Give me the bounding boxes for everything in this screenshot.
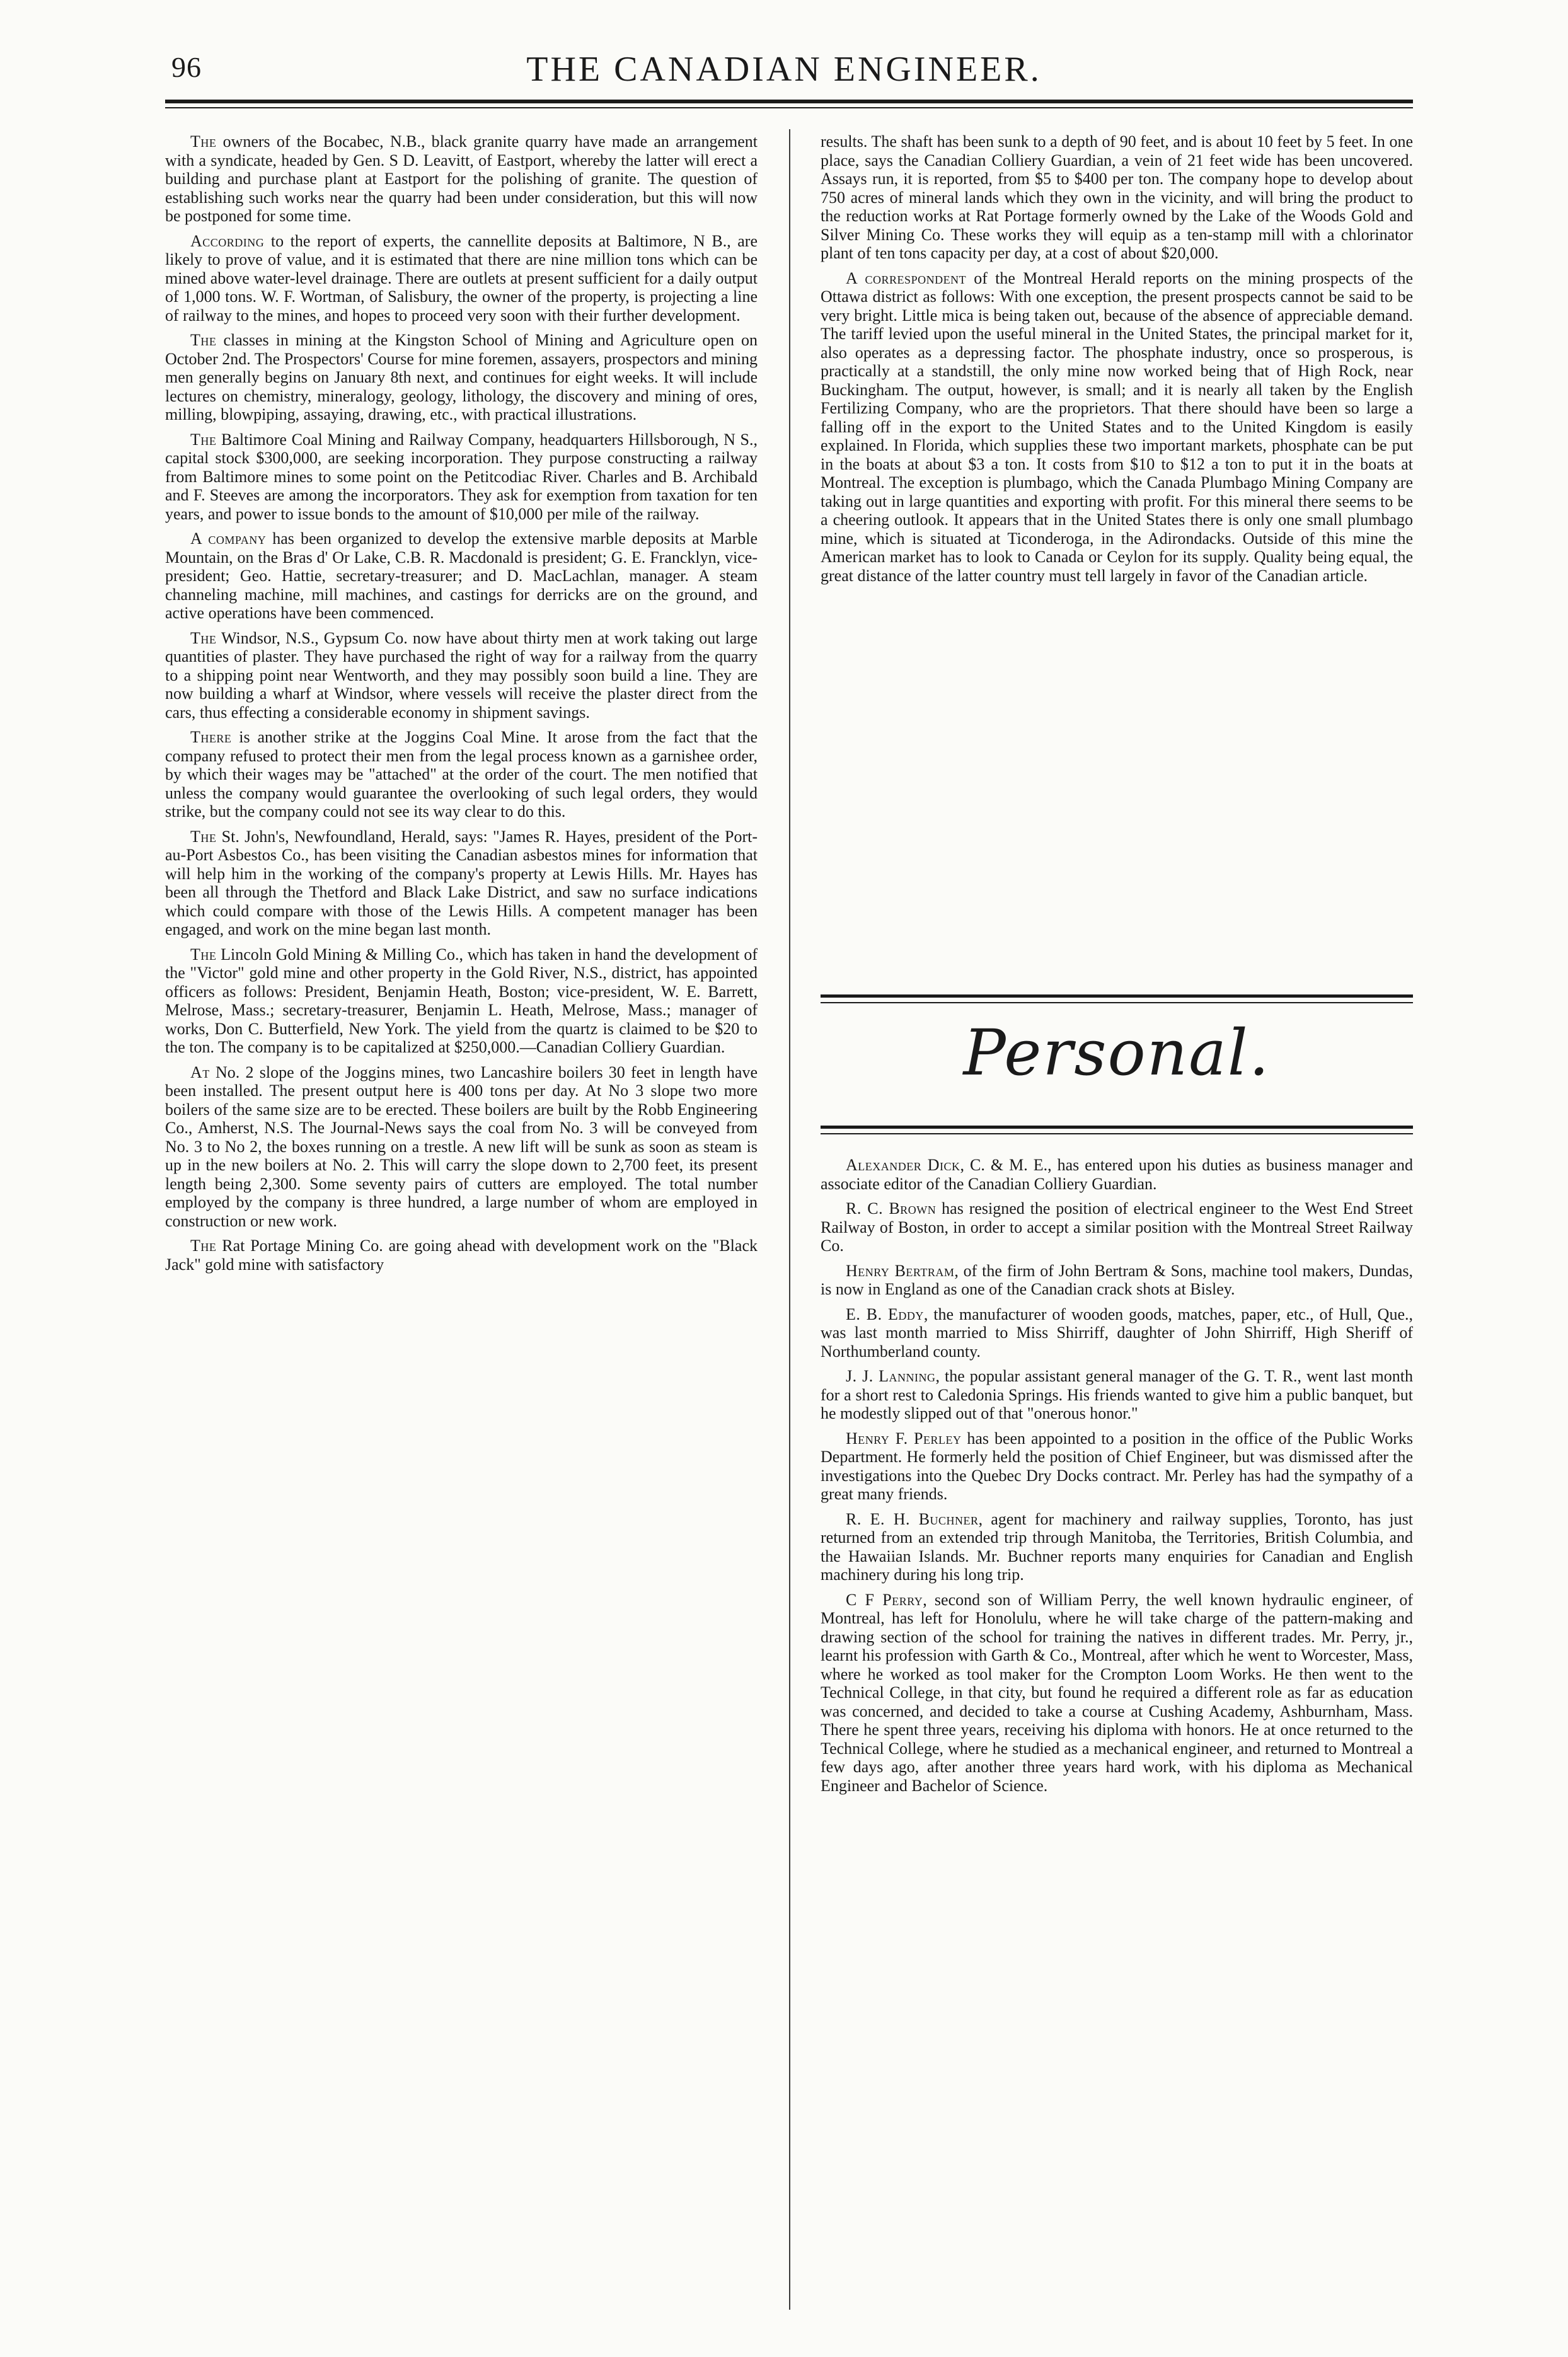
paragraph-text: Windsor, N.S., Gypsum Co. now have about thirty men at work taking out large quantities of plaster. They have purchased the right of way for a railway from the quarry to a shipping point near Wentworth, and they may possibly soon build a line. They are now building a wharf at Windsor, where vessels will receive the plaster direct from the cars, thus effecting a considerable economy in shipment savings. (165, 628, 758, 722)
person-name: J. J. Lanning (846, 1367, 936, 1385)
lead-word: The (190, 827, 217, 846)
paragraph (165, 132, 758, 226)
person-name: Alexander Dick (846, 1156, 960, 1174)
personal-entry (821, 1305, 1413, 1361)
paragraph-text: St. John's, Newfoundland, Herald, says: "James R. Hayes, president of the Port-au-Port Asbestos Co., has been visiting the Canadian asbestos mines for information that will help him in the working of the company's property at Lewis Hills. Mr. Hayes has been all through the Thetford and Black Lake District, and saw no surface indications which could compare with those of the Lewis Hills. A competent manager has been engaged, and work on the mine began last month. (165, 827, 758, 938)
person-name: C F Perry (846, 1590, 923, 1609)
person-name: R. E. H. Buchner (846, 1509, 979, 1528)
personal-entry (821, 1199, 1413, 1255)
paragraph-text: classes in mining at the Kingston School of Mining and Agriculture open on October 2nd. The Prospectors' Course for mine foremen, assayers, prospectors and mining men generally begins on January 8th next, and continues for eight weeks. It will include lectures on chemistry, mineralogy, geology, lithology, the discovery and mining of ores, milling, blowpiping, assaying, drawing, etc., with practical illustrations. (165, 331, 758, 424)
entry-text: , of the firm of John Bertram & Sons, machine tool makers, Dundas, is now in England as one of the Canadian crack shots at Bisley. (821, 1261, 1413, 1298)
lead-word: The (190, 132, 217, 151)
left-column (165, 132, 758, 1280)
paragraph-text: No. 2 slope of the Joggins mines, two Lancashire boilers 30 feet in length have been installed. The present output here is 400 tons per day. At No 3 slope two more boilers of the same size are to be erected. These boilers are built by the Robb Engineering Co., Amherst, N.S. The Journal-News says the coal from No. 3 will be conveyed from No. 3 to No 2, the boxes running on a trestle. A new lift will be sunk as soon as steam is up in the new boilers at No. 2. This will carry the slope down to 2,700 feet, its present length being 2,300. Some seventy pairs of cutters are employed. The total number employed by the company is three hundred, a large number of whom are employed in construction or new work. (165, 1063, 758, 1230)
lead-word: A company (190, 529, 267, 548)
paragraph (165, 629, 758, 722)
lead-word: The (190, 1236, 217, 1255)
paragraph-text: results. The shaft has been sunk to a depth of 90 feet, and is about 10 feet by 5 feet. In one place, says the Canadian Colliery Guardian, a vein of 21 feet wide has been uncovered. Assays run, it is reported, from $5 to $400 per ton. The company hope to develop about 750 acres of mineral lands which they own in the vicinity, and will bring the product to the reduction works at Rat Portage formerly owned by the Lake of the Woods Gold and Silver Mining Co. These works they will equip as a ten-stamp mill with a chlorinator plant of ten tons capacity per day, at a cost of about $20,000. (821, 132, 1413, 262)
paragraph-text: owners of the Bocabec, N.B., black granite quarry have made an arrangement with a syndicate, headed by Gen. S D. Leavitt, of Eastport, whereby the latter will erect a building and purchase plant at Eastport for the polishing of granite. The question of establishing such works near the quarry had been under consideration, but this will now be postponed for some time. (165, 132, 758, 225)
entry-text: , C. & M. E., has entered upon his duties as business manager and associate editor of the Canadian Colliery Guardian. (821, 1156, 1413, 1193)
section-rule-top-thick (821, 994, 1413, 998)
paragraph-text: Lincoln Gold Mining & Milling Co., which has taken in hand the development of the "Victor" gold mine and other property in the Gold River, N.S., district, has appointed officers as follows: President, Benjamin Heath, Boston; vice-president, W. E. Barrett, Melrose, Mass.; secretary-treasurer, Benjamin L. Heath, Melrose, Mass.; manager of works, Don C. Butterfield, New York. The yield from the quartz is claimed to be $20 to the ton. The company is to be capitalized at $250,000.—Canadian Colliery Guardian. (165, 945, 758, 1056)
entry-text: , the popular assistant general manager of the G. T. R., went last month for a short rest to Caledonia Springs. His friends wanted to give him a public banquet, but he modestly slipped out of that "onerous honor." (821, 1367, 1413, 1422)
person-name: Henry F. Perley (846, 1429, 962, 1448)
paragraph (165, 430, 758, 524)
person-name: R. C. Brown (846, 1199, 937, 1218)
person-name: E. B. Eddy (846, 1305, 924, 1323)
lead-word: A correspondent (846, 268, 967, 287)
personal-entry (821, 1156, 1413, 1193)
lead-word: The (190, 628, 217, 647)
personal-entry (821, 1367, 1413, 1423)
paragraph (821, 132, 1413, 263)
person-name: Henry Bertram (846, 1261, 955, 1280)
personal-column (821, 1156, 1413, 1801)
personal-entry (821, 1262, 1413, 1299)
header-rule-thick (165, 100, 1413, 103)
entry-text: has resigned the position of electrical engineer to the West End Street Railway of Boston, in order to accept a similar position with the Montreal Street Railway Co. (821, 1199, 1413, 1255)
personal-entry (821, 1591, 1413, 1795)
lead-word: At (190, 1063, 210, 1081)
paragraph (165, 1236, 758, 1274)
section-rule-bottom-thin (821, 1133, 1413, 1134)
lead-word: The (190, 430, 217, 449)
entry-text: has been appointed to a position in the office of the Public Works Department. He formerly held the position of Chief Engineer, but was dismissed after the investigations into the Quebec Dry Docks contract. Mr. Perley has had the sympathy of a great many friends. (821, 1429, 1413, 1503)
section-heading-personal: Personal. (963, 1016, 1271, 1090)
right-column (821, 132, 1413, 591)
section-rule-top-thin (821, 1002, 1413, 1003)
paragraph-text: Baltimore Coal Mining and Railway Company, headquarters Hillsborough, N S., capital stock $300,000, are seeking incorporation. They purpose constructing a railway from Baltimore mines to some point on the Petitcodiac River. Charles and B. Archibald and F. Steeves are among the incorporators. They ask for exemption from taxation for ten years, and power to issue bonds to the amount of $10,000 per mile of the railway. (165, 430, 758, 523)
paragraph (165, 1063, 758, 1231)
paragraph (165, 529, 758, 623)
paragraph (165, 331, 758, 424)
header-rule-thin (165, 107, 1413, 108)
paragraph-text: to the report of experts, the cannellite deposits at Baltimore, N B., are likely to prove of value, and it is estimated that there are nine million tons which can be mined above water-level drainage. There are outlets at present sufficient for a daily output of 1,000 tons. W. F. Wortman, of Salisbury, the owner of the property, is projecting a line of railway to the mines, and hopes to proceed very soon with their further development. (165, 231, 758, 325)
lead-word: According (190, 231, 265, 250)
paragraph-text: Rat Portage Mining Co. are going ahead with development work on the "Black Jack" gold mine with satisfactory (165, 1236, 758, 1274)
lead-word: The (190, 331, 217, 349)
entry-text: , the manufacturer of wooden goods, matches, paper, etc., of Hull, Que., was last month married to Miss Shirriff, daughter of John Shirriff, High Sheriff of Northumberland county. (821, 1305, 1413, 1361)
paragraph-text: has been organized to develop the extensive marble deposits at Marble Mountain, on the Bras d' Or Lake, C.B. R. Macdonald is president; G. E. Francklyn, vice-president; Geo. Hattie, secretary-treasurer; and D. MacLachlan, manager. A steam channeling machine, mill machines, and castings for derricks are on the ground, and active operations have been commenced. (165, 529, 758, 622)
masthead: THE CANADIAN ENGINEER. (526, 50, 1042, 89)
column-divider (789, 129, 790, 2310)
paragraph (165, 232, 758, 325)
paragraph (165, 827, 758, 939)
entry-text: , agent for machinery and railway supplies, Toronto, has just returned from an extended trip through Manitoba, the Territories, British Columbia, and the Hawaiian Islands. Mr. Buchner reports many enquiries for Canadian and English machinery during his long trip. (821, 1509, 1413, 1584)
paragraph-text: of the Montreal Herald reports on the mining prospects of the Ottawa district as follows: With one exception, the present prospects cannot be said to be very bright. Little mica is being taken out, because of the absence of appreciable demand. The tariff levied upon the useful mineral in the United States, the principal market for it, also operates as a depressing factor. The phosphate industry, once so prosperous, is practically at a standstill, the only mine now worked being that of High Rock, near Buckingham. The output, however, is small; and it is nearly all taken by the English Fertilizing Company, who are the proprietors. That there should have been so large a falling off in the export to the United States and to the United Kingdom is easily explained. In Florida, which supplies these two important markets, phosphate can be put in the boats at about $3 a ton. It costs from $10 to $12 a ton to put it in the boats at Montreal. The exception is plumbago, which the Canada Plumbago Mining Company are taking out in large quantities and exporting with profit. For this mineral there seems to be a cheering outlook. It appears that in the United States there is only one small plumbago mine, which is situated at Ticonderoga, in the Adirondacks. Outside of this mine the American market has to look to Canada or Ceylon for its supply. Quality being equal, the great distance of the latter country must tell largely in favor of the Canadian article. (821, 268, 1413, 585)
lead-word: The (190, 945, 217, 964)
page-number: 96 (171, 51, 202, 83)
paragraph (165, 945, 758, 1057)
paragraph (165, 728, 758, 821)
personal-entry (821, 1429, 1413, 1504)
paragraph-text: is another strike at the Joggins Coal Mine. It arose from the fact that the company refused to protect their men from the legal process known as a garnishee order, by which their wages may be "attached" at the order of the court. The men notified that unless the company would guarantee the overlooking of such legal orders, they would strike, but the company could not see its way clear to do this. (165, 728, 758, 821)
personal-entry (821, 1510, 1413, 1584)
section-rule-bottom-thick (821, 1126, 1413, 1129)
entry-text: , second son of William Perry, the well known hydraulic engineer, of Montreal, has left for Honolulu, where he will take charge of the pattern-making and drawing section of the school for training the natives in different trades. Mr. Perry, jr., learnt his profession with Garth & Co., Montreal, after which he went to Worcester, Mass, where he worked as tool maker for the Crompton Loom Works. He then went to the Technical College, in that city, but found he required a different role as far as education was concerned, and decided to take a course at Cushing Academy, Ashburnham, Mass. There he spent three years, receiving his diploma with honors. He at once returned to the Technical College, where he studied as a mechanical engineer, and returned to Montreal a few days ago, after another three years hard work, with his diploma as Mechanical Engineer and Bachelor of Science. (821, 1590, 1413, 1795)
paragraph (821, 269, 1413, 585)
lead-word: There (190, 728, 232, 746)
